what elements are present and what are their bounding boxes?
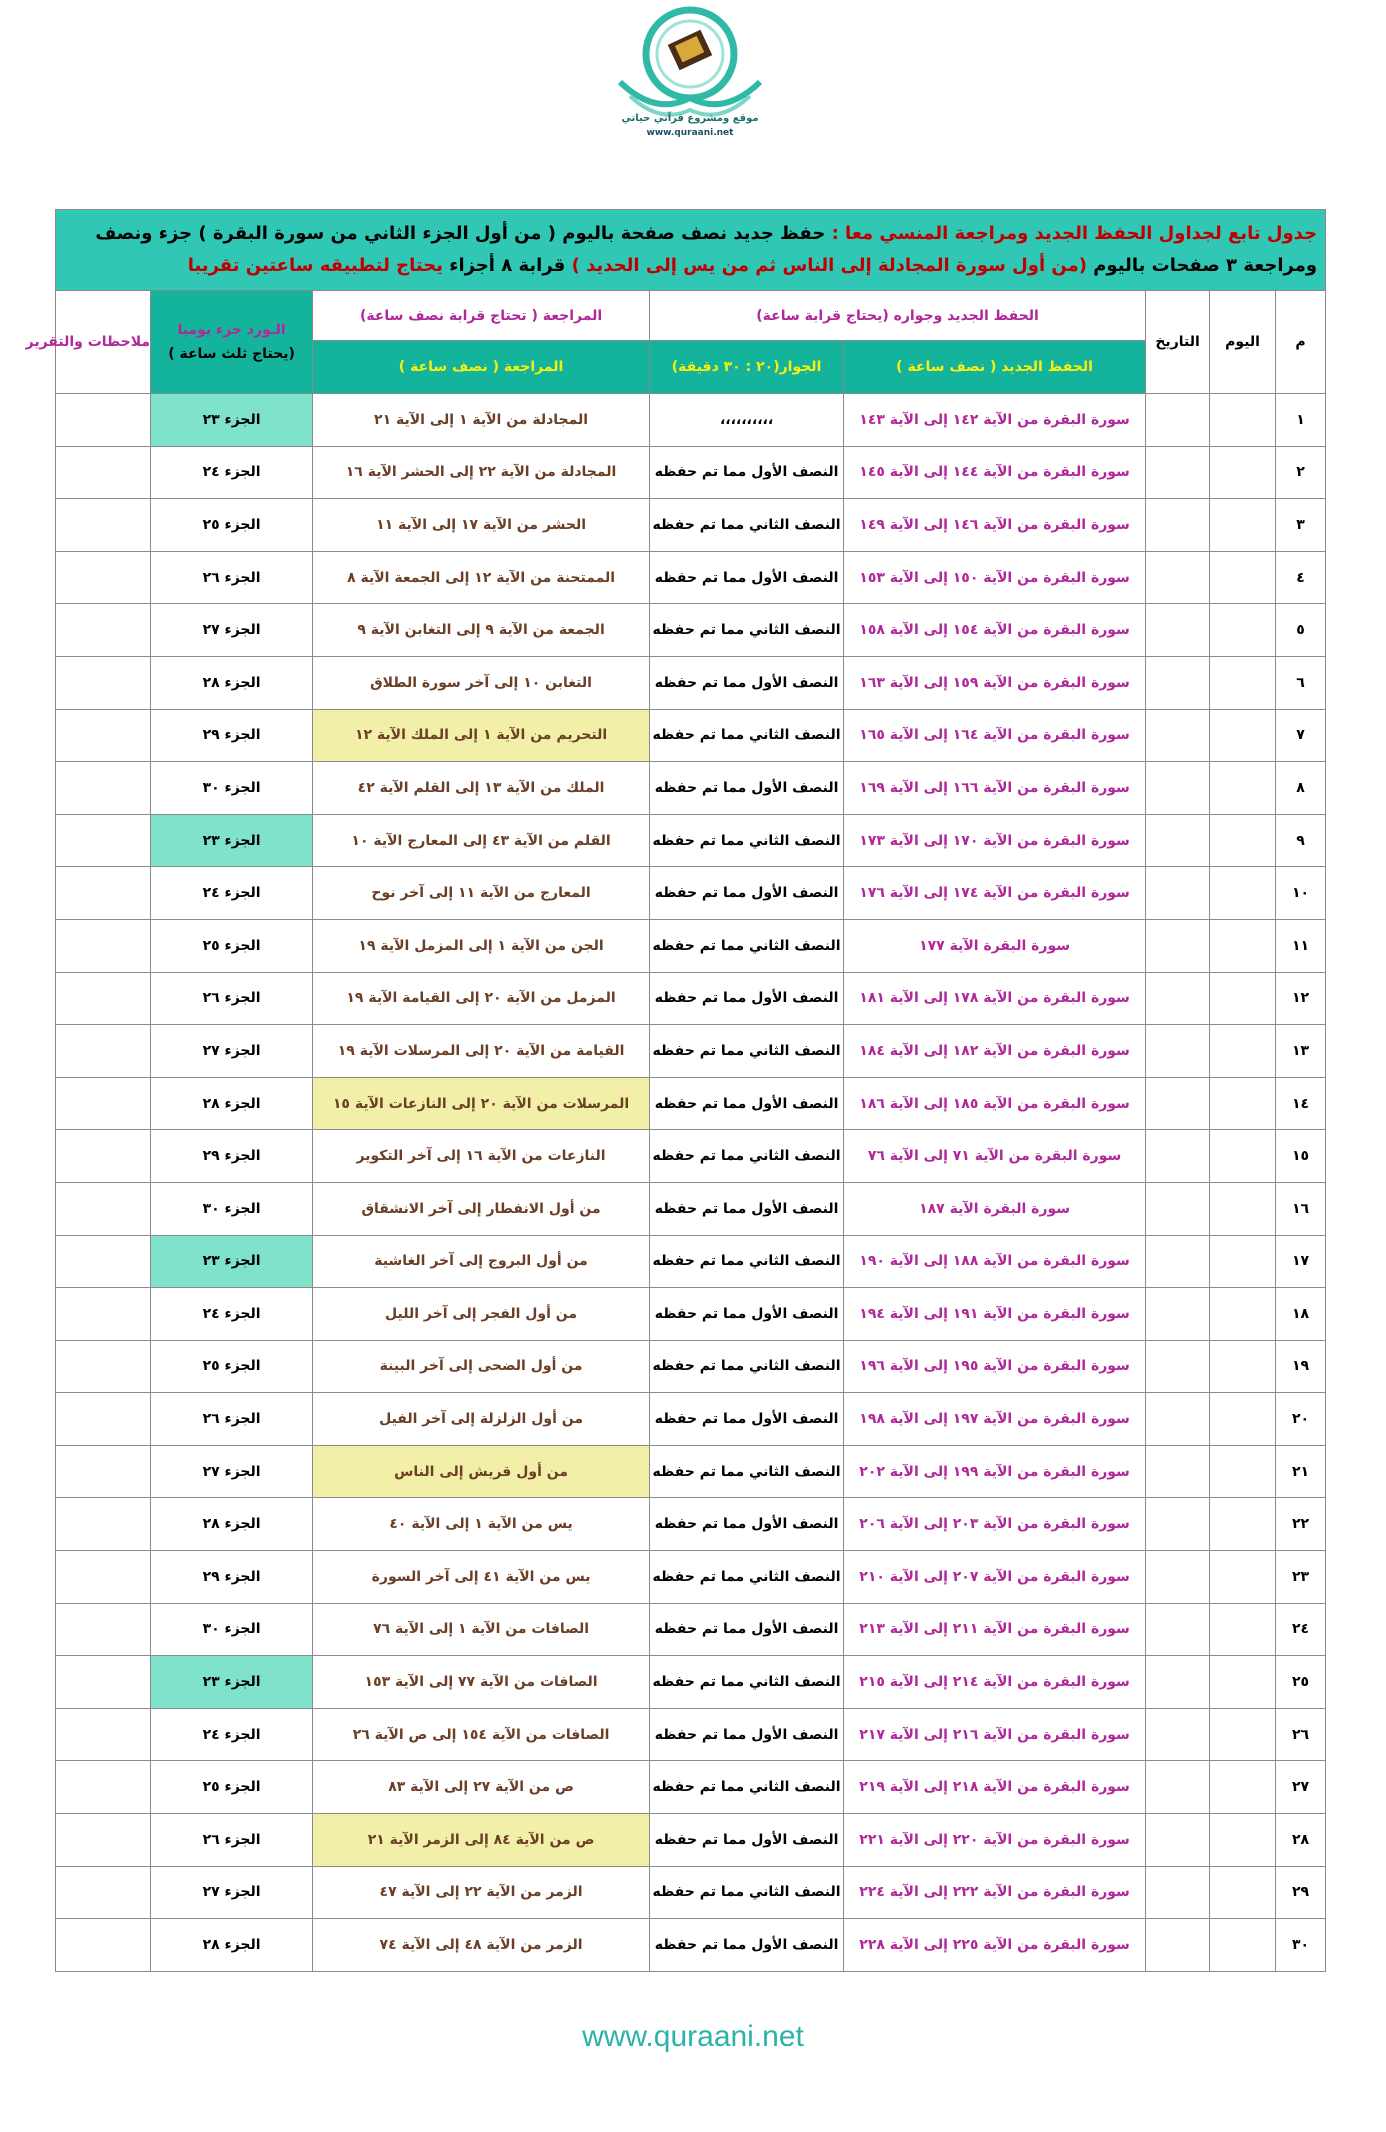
row-date[interactable] [1146, 1866, 1210, 1919]
row-notes[interactable] [56, 762, 151, 815]
row-jiwar: النصف الثاني مما تم حفظه [650, 1235, 844, 1288]
row-new-memorization: سورة البقرة من الآية ٢١٤ إلى الآية ٢١٥ [844, 1656, 1146, 1709]
row-daily-juz: الجزء ٢٧ [151, 1445, 313, 1498]
row-day[interactable] [1210, 656, 1276, 709]
row-date[interactable] [1146, 1603, 1210, 1656]
row-number: ٧ [1276, 709, 1326, 762]
row-new-memorization: سورة البقرة من الآية ١٦٦ إلى الآية ١٦٩ [844, 762, 1146, 815]
row-jiwar: النصف الثاني مما تم حفظه [650, 1130, 844, 1183]
row-new-memorization: سورة البقرة من الآية ١٨٢ إلى الآية ١٨٤ [844, 1025, 1146, 1078]
header-new: الحفظ الجديد ( نصف ساعة ) [844, 341, 1146, 394]
row-date[interactable] [1146, 709, 1210, 762]
row-number: ٩ [1276, 814, 1326, 867]
row-jiwar: النصف الأول مما تم حفظه [650, 1814, 844, 1867]
row-day[interactable] [1210, 919, 1276, 972]
row-notes[interactable] [56, 1182, 151, 1235]
row-day[interactable] [1210, 1551, 1276, 1604]
row-notes[interactable] [56, 1445, 151, 1498]
row-notes[interactable] [56, 394, 151, 447]
row-jiwar: النصف الثاني مما تم حفظه [650, 1656, 844, 1709]
row-daily-juz: الجزء ٢٧ [151, 604, 313, 657]
row-jiwar: النصف الثاني مما تم حفظه [650, 1761, 844, 1814]
row-number: ١١ [1276, 919, 1326, 972]
row-jiwar: ،،،،،،،،،، [650, 394, 844, 447]
row-daily-juz: الجزء ٢٤ [151, 1708, 313, 1761]
row-new-memorization: سورة البقرة من الآية ٧١ إلى الآية ٧٦ [844, 1130, 1146, 1183]
row-notes[interactable] [56, 919, 151, 972]
row-day[interactable] [1210, 1708, 1276, 1761]
row-jiwar: النصف الثاني مما تم حفظه [650, 1025, 844, 1078]
row-daily-juz: الجزء ٢٦ [151, 972, 313, 1025]
header-review-group: المراجعة ( تحتاج قرابة نصف ساعة) [313, 291, 650, 341]
row-notes[interactable] [56, 1866, 151, 1919]
table-row [56, 1919, 1326, 1972]
row-day[interactable] [1210, 1866, 1276, 1919]
row-day[interactable] [1210, 1919, 1276, 1972]
row-date[interactable] [1146, 656, 1210, 709]
row-number: ٢٣ [1276, 1551, 1326, 1604]
row-date[interactable] [1146, 1393, 1210, 1446]
row-jiwar: النصف الثاني مما تم حفظه [650, 814, 844, 867]
row-review: الممتحنة من الآية ١٢ إلى الجمعة الآية ٨ [313, 551, 650, 604]
header-row-1 [56, 291, 1326, 341]
row-review: من أول الضحى إلى آخر البينة [313, 1340, 650, 1393]
row-day[interactable] [1210, 1025, 1276, 1078]
row-review: الصافات من الآية ١ إلى الآية ٧٦ [313, 1603, 650, 1656]
row-daily-juz: الجزء ٢٨ [151, 656, 313, 709]
row-notes[interactable] [56, 604, 151, 657]
row-date[interactable] [1146, 1288, 1210, 1341]
row-date[interactable] [1146, 446, 1210, 499]
table-row [56, 1077, 1326, 1130]
row-new-memorization: سورة البقرة من الآية ٢١٨ إلى الآية ٢١٩ [844, 1761, 1146, 1814]
row-daily-juz: الجزء ٢٣ [151, 1656, 313, 1709]
table-row [56, 551, 1326, 604]
row-review: من أول الزلزلة إلى آخر الفيل [313, 1393, 650, 1446]
row-day[interactable] [1210, 1498, 1276, 1551]
row-new-memorization: سورة البقرة من الآية ١٩٧ إلى الآية ١٩٨ [844, 1393, 1146, 1446]
row-number: ١٨ [1276, 1288, 1326, 1341]
row-daily-juz: الجزء ٢٩ [151, 1551, 313, 1604]
row-number: ٥ [1276, 604, 1326, 657]
row-new-memorization: سورة البقرة من الآية ١٤٤ إلى الآية ١٤٥ [844, 446, 1146, 499]
row-daily-juz: الجزء ٢٦ [151, 1393, 313, 1446]
row-number: ٢١ [1276, 1445, 1326, 1498]
row-notes[interactable] [56, 867, 151, 920]
row-daily-juz: الجزء ٢٤ [151, 446, 313, 499]
row-number: ١٤ [1276, 1077, 1326, 1130]
table-row [56, 656, 1326, 709]
row-date[interactable] [1146, 394, 1210, 447]
row-notes[interactable] [56, 1656, 151, 1709]
row-new-memorization: سورة البقرة من الآية ١٦٤ إلى الآية ١٦٥ [844, 709, 1146, 762]
table-row [56, 709, 1326, 762]
row-number: ٢ [1276, 446, 1326, 499]
row-date[interactable] [1146, 814, 1210, 867]
row-day[interactable] [1210, 499, 1276, 552]
row-date[interactable] [1146, 919, 1210, 972]
row-date[interactable] [1146, 1025, 1210, 1078]
row-jiwar: النصف الأول مما تم حفظه [650, 1498, 844, 1551]
row-date[interactable] [1146, 1656, 1210, 1709]
row-new-memorization: سورة البقرة من الآية ٢٢٥ إلى الآية ٢٢٨ [844, 1919, 1146, 1972]
table-row [56, 1814, 1326, 1867]
row-review: من أول الفجر إلى آخر الليل [313, 1288, 650, 1341]
header-daily-line2: (يحتاج ثلث ساعة ) [168, 346, 295, 362]
table-row [56, 1656, 1326, 1709]
row-number: ١ [1276, 394, 1326, 447]
row-day[interactable] [1210, 1288, 1276, 1341]
row-daily-juz: الجزء ٣٠ [151, 1603, 313, 1656]
table-row [56, 1130, 1326, 1183]
row-date[interactable] [1146, 1182, 1210, 1235]
row-new-memorization: سورة البقرة من الآية ١٥٤ إلى الآية ١٥٨ [844, 604, 1146, 657]
row-jiwar: النصف الأول مما تم حفظه [650, 1393, 844, 1446]
row-notes[interactable] [56, 1235, 151, 1288]
table-row [56, 1288, 1326, 1341]
row-daily-juz: الجزء ٢٥ [151, 1761, 313, 1814]
row-date[interactable] [1146, 551, 1210, 604]
row-notes[interactable] [56, 1761, 151, 1814]
header-date: التاريخ [1146, 291, 1210, 394]
table-row [56, 1603, 1326, 1656]
row-day[interactable] [1210, 1761, 1276, 1814]
row-day[interactable] [1210, 1656, 1276, 1709]
row-notes[interactable] [56, 551, 151, 604]
row-new-memorization: سورة البقرة من الآية ١٧٤ إلى الآية ١٧٦ [844, 867, 1146, 920]
banner-line2-red2: يحتاج لتطبيقه ساعتين تقريبا [187, 255, 443, 276]
row-notes[interactable] [56, 1288, 151, 1341]
row-number: ١٣ [1276, 1025, 1326, 1078]
row-notes[interactable] [56, 1919, 151, 1972]
logo-url: www.quraani.net [646, 128, 734, 138]
row-review: من أول البروج إلى آخر الغاشية [313, 1235, 650, 1288]
row-notes[interactable] [56, 1708, 151, 1761]
table-row [56, 1235, 1326, 1288]
row-day[interactable] [1210, 1182, 1276, 1235]
row-date[interactable] [1146, 762, 1210, 815]
row-review: النازعات من الآية ١٦ إلى آخر التكوير [313, 1130, 650, 1183]
row-number: ٢٧ [1276, 1761, 1326, 1814]
table-row [56, 814, 1326, 867]
table-row [56, 1498, 1326, 1551]
row-new-memorization: سورة البقرة الآية ١٧٧ [844, 919, 1146, 972]
row-daily-juz: الجزء ٢٩ [151, 709, 313, 762]
row-daily-juz: الجزء ٢٣ [151, 814, 313, 867]
row-review: الزمر من الآية ٤٨ إلى الآية ٧٤ [313, 1919, 650, 1972]
row-number: ٢٢ [1276, 1498, 1326, 1551]
row-new-memorization: سورة البقرة من الآية ٢٢٢ إلى الآية ٢٢٤ [844, 1866, 1146, 1919]
row-notes[interactable] [56, 972, 151, 1025]
row-new-memorization: سورة البقرة من الآية ٢٠٧ إلى الآية ٢١٠ [844, 1551, 1146, 1604]
header-daily-line1: الـورد جزء يوميا [177, 322, 286, 338]
row-number: ٢٦ [1276, 1708, 1326, 1761]
row-date[interactable] [1146, 1498, 1210, 1551]
banner-line1-black: حفظ جديد نصف صفحة باليوم ( من أول الجزء الثاني من سورة البقرة ) جزء ونصف [95, 223, 826, 244]
row-day[interactable] [1210, 551, 1276, 604]
row-daily-juz: الجزء ٢٥ [151, 1340, 313, 1393]
row-day[interactable] [1210, 1393, 1276, 1446]
row-notes[interactable] [56, 814, 151, 867]
row-jiwar: النصف الأول مما تم حفظه [650, 656, 844, 709]
table-row [56, 1340, 1326, 1393]
row-jiwar: النصف الأول مما تم حفظه [650, 867, 844, 920]
row-notes[interactable] [56, 656, 151, 709]
row-review: يس من الآية ٤١ إلى آخر السورة [313, 1551, 650, 1604]
row-day[interactable] [1210, 1814, 1276, 1867]
row-date[interactable] [1146, 1708, 1210, 1761]
row-review: ص من الآية ٨٤ إلى الزمر الآية ٢١ [313, 1814, 650, 1867]
table-row [56, 919, 1326, 972]
row-daily-juz: الجزء ٢٣ [151, 1235, 313, 1288]
row-jiwar: النصف الثاني مما تم حفظه [650, 499, 844, 552]
table-row [56, 1866, 1326, 1919]
row-daily-juz: الجزء ٢٤ [151, 1288, 313, 1341]
row-new-memorization: سورة البقرة من الآية ١٥٩ إلى الآية ١٦٣ [844, 656, 1146, 709]
row-new-memorization: سورة البقرة من الآية ١٧٨ إلى الآية ١٨١ [844, 972, 1146, 1025]
row-notes[interactable] [56, 499, 151, 552]
table-row [56, 972, 1326, 1025]
row-new-memorization: سورة البقرة من الآية ١٥٠ إلى الآية ١٥٣ [844, 551, 1146, 604]
row-daily-juz: الجزء ٢٦ [151, 1814, 313, 1867]
row-number: ٢٨ [1276, 1814, 1326, 1867]
row-new-memorization: سورة البقرة من الآية ٢١١ إلى الآية ٢١٣ [844, 1603, 1146, 1656]
row-date[interactable] [1146, 867, 1210, 920]
row-number: ٦ [1276, 656, 1326, 709]
row-date[interactable] [1146, 1077, 1210, 1130]
row-new-memorization: سورة البقرة من الآية ١٤٦ إلى الآية ١٤٩ [844, 499, 1146, 552]
row-jiwar: النصف الأول مما تم حفظه [650, 1708, 844, 1761]
header-review: المراجعة ( نصف ساعة ) [313, 341, 650, 394]
header-notes: ملاحظات والتقرير [56, 291, 151, 394]
row-number: ٣٠ [1276, 1919, 1326, 1972]
row-review: المرسلات من الآية ٢٠ إلى النازعات الآية ١٥ [313, 1077, 650, 1130]
row-number: ٨ [1276, 762, 1326, 815]
row-jiwar: النصف الأول مما تم حفظه [650, 1288, 844, 1341]
row-review: القلم من الآية ٤٣ إلى المعارج الآية ١٠ [313, 814, 650, 867]
row-new-memorization: سورة البقرة من الآية ١٤٢ إلى الآية ١٤٣ [844, 394, 1146, 447]
table-row [56, 762, 1326, 815]
row-number: ١٢ [1276, 972, 1326, 1025]
row-review: المزمل من الآية ٢٠ إلى القيامة الآية ١٩ [313, 972, 650, 1025]
table-row [56, 1393, 1326, 1446]
row-date[interactable] [1146, 1340, 1210, 1393]
row-notes[interactable] [56, 1393, 151, 1446]
row-daily-juz: الجزء ٢٦ [151, 551, 313, 604]
table-row [56, 1025, 1326, 1078]
row-review: الصافات من الآية ١٥٤ إلى ص الآية ٢٦ [313, 1708, 650, 1761]
row-day[interactable] [1210, 1130, 1276, 1183]
row-number: ١٠ [1276, 867, 1326, 920]
row-number: ١٥ [1276, 1130, 1326, 1183]
table-row [56, 1708, 1326, 1761]
row-daily-juz: الجزء ٢٥ [151, 919, 313, 972]
row-day[interactable] [1210, 604, 1276, 657]
header-jiwar: الجوار(٢٠ : ٣٠ دقيقة) [650, 341, 844, 394]
header-new-group: الحفظ الجديد وجواره (يحتاج قرابة ساعة) [650, 291, 1146, 341]
banner-line2-red: (من أول سورة المجادلة إلى الناس ثم من يس إلى الحديد ) [571, 255, 1087, 276]
row-jiwar: النصف الأول مما تم حفظه [650, 1182, 844, 1235]
row-daily-juz: الجزء ٢٣ [151, 394, 313, 447]
table-row [56, 446, 1326, 499]
row-number: ١٦ [1276, 1182, 1326, 1235]
row-review: التغابن ١٠ إلى آخر سورة الطلاق [313, 656, 650, 709]
row-review: ص من الآية ٢٧ إلى الآية ٨٣ [313, 1761, 650, 1814]
row-jiwar: النصف الثاني مما تم حفظه [650, 1866, 844, 1919]
row-review: الملك من الآية ١٣ إلى القلم الآية ٤٢ [313, 762, 650, 815]
row-day[interactable] [1210, 1445, 1276, 1498]
table-row [56, 1182, 1326, 1235]
table-row [56, 499, 1326, 552]
row-notes[interactable] [56, 1551, 151, 1604]
row-review: القيامة من الآية ٢٠ إلى المرسلات الآية ١٩ [313, 1025, 650, 1078]
row-date[interactable] [1146, 499, 1210, 552]
row-notes[interactable] [56, 1077, 151, 1130]
row-jiwar: النصف الثاني مما تم حفظه [650, 919, 844, 972]
table-row [56, 1445, 1326, 1498]
row-jiwar: النصف الأول مما تم حفظه [650, 1077, 844, 1130]
row-new-memorization: سورة البقرة الآية ١٨٧ [844, 1182, 1146, 1235]
row-jiwar: النصف الثاني مما تم حفظه [650, 604, 844, 657]
row-jiwar: النصف الثاني مما تم حفظه [650, 1551, 844, 1604]
row-day[interactable] [1210, 1603, 1276, 1656]
row-notes[interactable] [56, 1603, 151, 1656]
row-new-memorization: سورة البقرة من الآية ١٩١ إلى الآية ١٩٤ [844, 1288, 1146, 1341]
row-number: ١٧ [1276, 1235, 1326, 1288]
row-notes[interactable] [56, 1814, 151, 1867]
row-day[interactable] [1210, 394, 1276, 447]
header-day: اليوم [1210, 291, 1276, 394]
row-daily-juz: الجزء ٣٠ [151, 762, 313, 815]
row-day[interactable] [1210, 972, 1276, 1025]
row-notes[interactable] [56, 1340, 151, 1393]
banner-line2-black: ومراجعة ٣ صفحات باليوم [1086, 255, 1318, 276]
row-new-memorization: سورة البقرة من الآية ٢٢٠ إلى الآية ٢٢١ [844, 1814, 1146, 1867]
banner-line2-black2: قرابة ٨ أجزاء [442, 255, 572, 276]
title-banner-cell [56, 210, 1326, 291]
row-daily-juz: الجزء ٢٧ [151, 1866, 313, 1919]
row-daily-juz: الجزء ٢٩ [151, 1130, 313, 1183]
row-number: ٤ [1276, 551, 1326, 604]
row-number: ٢٠ [1276, 1393, 1326, 1446]
row-daily-juz: الجزء ٢٤ [151, 867, 313, 920]
row-jiwar: النصف الأول مما تم حفظه [650, 1919, 844, 1972]
row-jiwar: النصف الأول مما تم حفظه [650, 762, 844, 815]
row-review: الصافات من الآية ٧٧ إلى الآية ١٥٣ [313, 1656, 650, 1709]
row-number: ٢٩ [1276, 1866, 1326, 1919]
row-review: الحشر من الآية ١٧ إلى الآية ١١ [313, 499, 650, 552]
table-row [56, 1761, 1326, 1814]
row-daily-juz: الجزء ٢٨ [151, 1498, 313, 1551]
row-jiwar: النصف الأول مما تم حفظه [650, 446, 844, 499]
row-day[interactable] [1210, 1235, 1276, 1288]
row-jiwar: النصف الثاني مما تم حفظه [650, 1445, 844, 1498]
row-number: ٣ [1276, 499, 1326, 552]
footer-url[interactable]: www.quraani.net [582, 2020, 804, 2053]
table-row [56, 604, 1326, 657]
row-new-memorization: سورة البقرة من الآية ١٩٩ إلى الآية ٢٠٢ [844, 1445, 1146, 1498]
row-review: الجن من الآية ١ إلى المزمل الآية ١٩ [313, 919, 650, 972]
row-jiwar: النصف الثاني مما تم حفظه [650, 709, 844, 762]
row-date[interactable] [1146, 1761, 1210, 1814]
row-notes[interactable] [56, 1130, 151, 1183]
row-new-memorization: سورة البقرة من الآية ١٧٠ إلى الآية ١٧٣ [844, 814, 1146, 867]
row-jiwar: النصف الأول مما تم حفظه [650, 1603, 844, 1656]
row-new-memorization: سورة البقرة من الآية ١٩٥ إلى الآية ١٩٦ [844, 1340, 1146, 1393]
row-date[interactable] [1146, 1130, 1210, 1183]
row-review: التحريم من الآية ١ إلى الملك الآية ١٢ [313, 709, 650, 762]
row-day[interactable] [1210, 709, 1276, 762]
row-daily-juz: الجزء ٢٧ [151, 1025, 313, 1078]
table-body [56, 394, 1326, 1972]
row-jiwar: النصف الثاني مما تم حفظه [650, 1340, 844, 1393]
row-day[interactable] [1210, 1340, 1276, 1393]
row-date[interactable] [1146, 972, 1210, 1025]
row-day[interactable] [1210, 446, 1276, 499]
row-new-memorization: سورة البقرة من الآية ١٨٨ إلى الآية ١٩٠ [844, 1235, 1146, 1288]
row-day[interactable] [1210, 814, 1276, 867]
title-banner [56, 210, 1326, 291]
row-review: يس من الآية ١ إلى الآية ٤٠ [313, 1498, 650, 1551]
row-jiwar: النصف الأول مما تم حفظه [650, 551, 844, 604]
row-daily-juz: الجزء ٢٨ [151, 1077, 313, 1130]
row-date[interactable] [1146, 1235, 1210, 1288]
table-row [56, 867, 1326, 920]
row-day[interactable] [1210, 762, 1276, 815]
row-number: ١٩ [1276, 1340, 1326, 1393]
row-date[interactable] [1146, 604, 1210, 657]
row-day[interactable] [1210, 1077, 1276, 1130]
schedule-table [25, 209, 1326, 1972]
row-new-memorization: سورة البقرة من الآية ٢١٦ إلى الآية ٢١٧ [844, 1708, 1146, 1761]
row-review: الزمر من الآية ٢٢ إلى الآية ٤٧ [313, 1866, 650, 1919]
row-new-memorization: سورة البقرة من الآية ١٨٥ إلى الآية ١٨٦ [844, 1077, 1146, 1130]
row-review: المجادلة من الآية ٢٢ إلى الحشر الآية ١٦ [313, 446, 650, 499]
row-review: من أول قريش إلى الناس [313, 1445, 650, 1498]
row-new-memorization: سورة البقرة من الآية ٢٠٣ إلى الآية ٢٠٦ [844, 1498, 1146, 1551]
row-daily-juz: الجزء ٢٥ [151, 499, 313, 552]
row-notes[interactable] [56, 709, 151, 762]
logo-tagline: موقع ومشروع قرآني حياتي [621, 113, 759, 124]
row-review: الجمعة من الآية ٩ إلى التغابن الآية ٩ [313, 604, 650, 657]
row-daily-juz: الجزء ٢٨ [151, 1919, 313, 1972]
row-daily-juz: الجزء ٣٠ [151, 1182, 313, 1235]
row-date[interactable] [1146, 1919, 1210, 1972]
banner-line1-red: جدول تابع لجداول الحفظ الجديد ومراجعة المنسي معا : [825, 223, 1318, 244]
row-review: من أول الانفطار إلى آخر الانشقاق [313, 1182, 650, 1235]
row-review: المعارج من الآية ١١ إلى آخر نوح [313, 867, 650, 920]
row-notes[interactable] [56, 446, 151, 499]
table-row [56, 394, 1326, 447]
row-number: ٢٥ [1276, 1656, 1326, 1709]
quraani-logo [600, 4, 780, 164]
row-jiwar: النصف الأول مما تم حفظه [650, 972, 844, 1025]
row-date[interactable] [1146, 1445, 1210, 1498]
header-num: م [1276, 291, 1326, 394]
row-date[interactable] [1146, 1551, 1210, 1604]
row-notes[interactable] [56, 1025, 151, 1078]
row-day[interactable] [1210, 867, 1276, 920]
row-review: المجادلة من الآية ١ إلى الآية ٢١ [313, 394, 650, 447]
row-notes[interactable] [56, 1498, 151, 1551]
row-date[interactable] [1146, 1814, 1210, 1867]
header-daily [151, 291, 313, 394]
table-row [56, 1551, 1326, 1604]
row-number: ٢٤ [1276, 1603, 1326, 1656]
